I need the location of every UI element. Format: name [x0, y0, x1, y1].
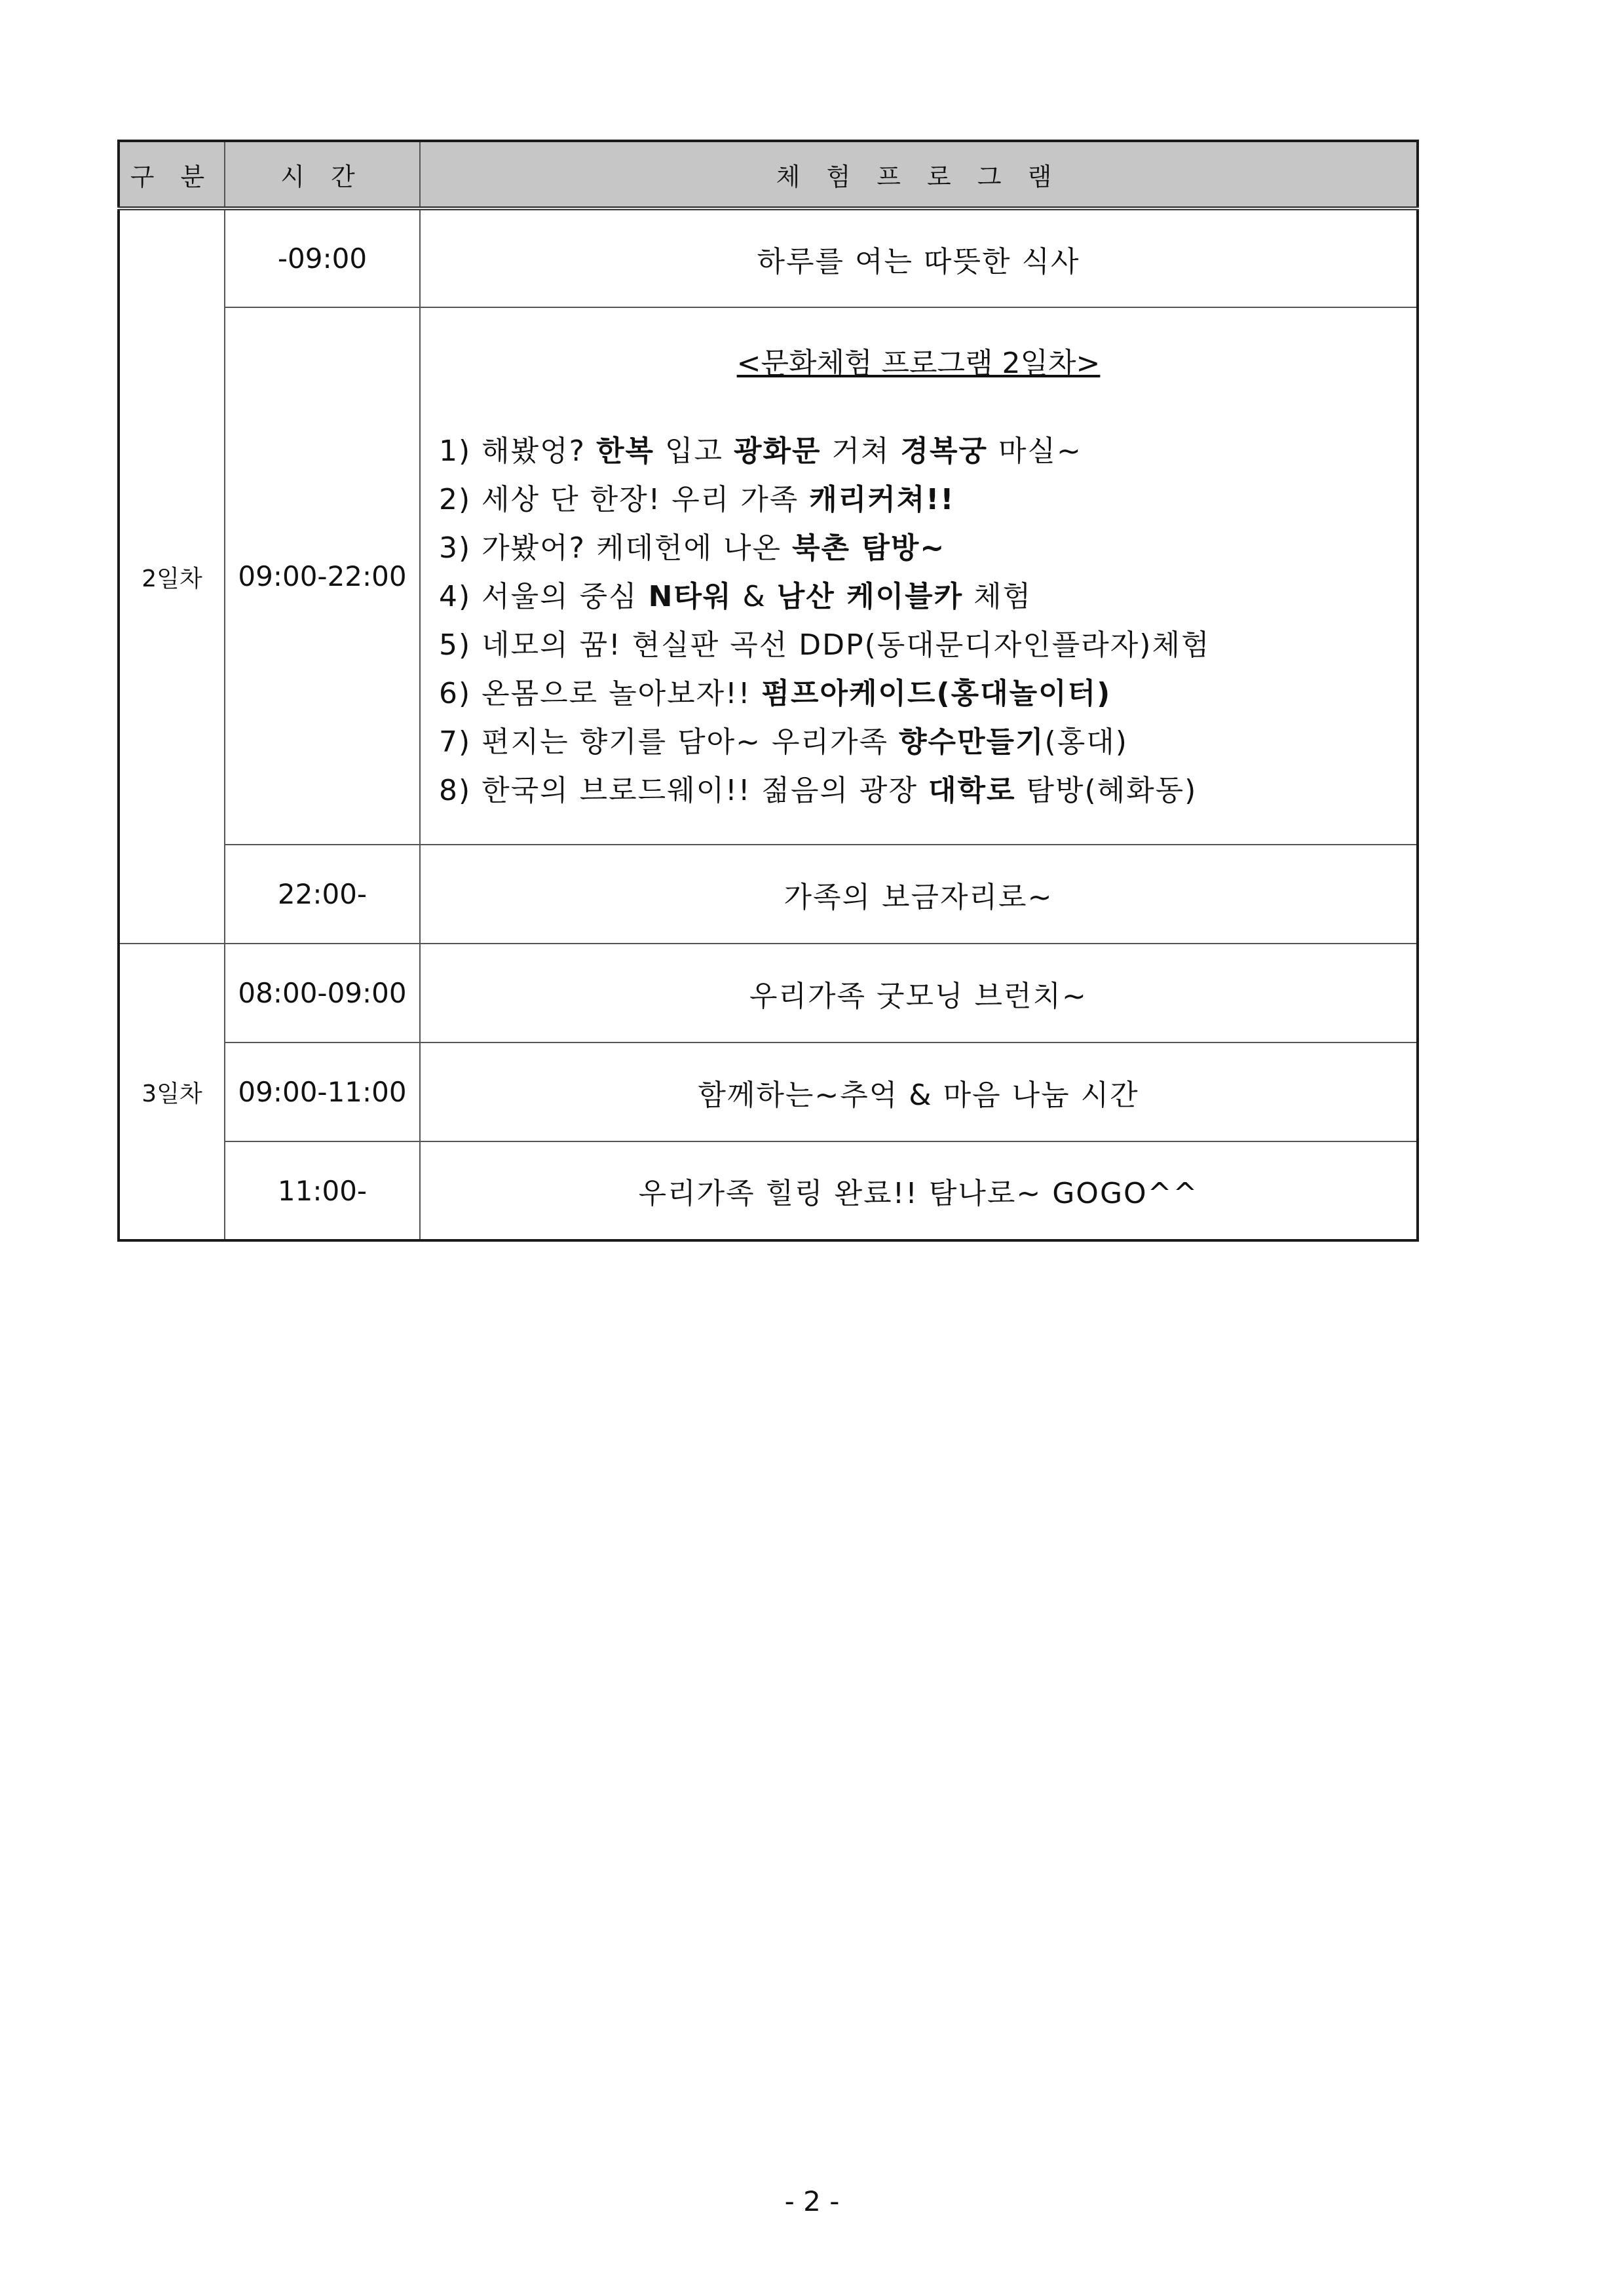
- header-time: 시 간: [225, 141, 420, 208]
- program-item-highlight: 경복궁: [900, 434, 989, 468]
- table-row: [119, 845, 1418, 944]
- program-item: [439, 573, 1416, 621]
- program-item: [439, 476, 1416, 524]
- program-item: [439, 524, 1416, 573]
- program-item-number: 2): [439, 483, 482, 516]
- table-row: [119, 208, 1418, 307]
- program-item: [439, 427, 1416, 476]
- table-row: [119, 944, 1418, 1043]
- time-cell: 09:00-22:00: [225, 307, 420, 845]
- table-row: [119, 1141, 1418, 1240]
- header-row: [119, 141, 1418, 208]
- program-item-highlight: 펌프아케이드(홍대놀이터): [761, 677, 1112, 710]
- program-title: <문화체험 프로그램 2일차>: [736, 347, 1101, 380]
- program-cell: 우리가족 힐링 완료!! 탐나로~ GOGO^^: [420, 1141, 1418, 1240]
- time-cell: 08:00-09:00: [225, 944, 420, 1043]
- program-list: [421, 427, 1416, 815]
- program-item: [439, 670, 1416, 718]
- program-item-number: 7): [439, 725, 482, 759]
- program-item-highlight: 북촌 탐방~: [792, 531, 946, 565]
- program-item-highlight: 남산 케이블카: [776, 580, 964, 613]
- page-number: - 2 -: [784, 2185, 840, 2217]
- time-cell: 09:00-11:00: [225, 1043, 420, 1141]
- program-item: [439, 718, 1416, 767]
- schedule-table: [117, 140, 1419, 1242]
- program-item-text: 온몸으로 놀아보자!!: [482, 677, 762, 710]
- program-item-text: 세상 단 한장! 우리 가족: [482, 483, 810, 516]
- program-item-text: 체험: [963, 580, 1032, 613]
- time-cell: -09:00: [225, 208, 420, 307]
- program-item-number: 3): [439, 531, 482, 565]
- program-item-highlight: 캐리커쳐!!: [809, 483, 955, 516]
- header-gubun: 구 분: [119, 141, 225, 208]
- time-cell: 11:00-: [225, 1141, 420, 1240]
- program-item-text: 한국의 브로드웨이!! 젊음의 광장: [482, 774, 928, 807]
- program-item-number: 4): [439, 580, 482, 613]
- day-label: 2일차: [119, 208, 225, 944]
- program-item-highlight: 대학로: [928, 774, 1016, 807]
- program-item-highlight: 광화문: [734, 434, 821, 468]
- program-item-text: 서울의 중심: [482, 580, 649, 613]
- header-program: 체 험 프 로 그 램: [420, 141, 1418, 208]
- program-cell: 우리가족 굿모닝 브런치~: [420, 944, 1418, 1043]
- program-cell: 하루를 여는 따뜻한 식사: [420, 208, 1418, 307]
- program-item-text: 거쳐: [821, 434, 901, 468]
- program-item-text: 탐방(혜화동): [1015, 774, 1198, 807]
- program-item-number: 8): [439, 774, 482, 807]
- program-item-text: 편지는 향기를 담아~ 우리가족: [482, 725, 899, 759]
- time-cell: 22:00-: [225, 845, 420, 944]
- program-cell: 함께하는~추억 & 마음 나눔 시간: [420, 1043, 1418, 1141]
- program-item-highlight: 향수만들기: [899, 725, 1045, 759]
- program-item: [439, 621, 1416, 670]
- program-item-text: 가봤어? 케데헌에 나온: [482, 531, 793, 565]
- program-item-text: 해봤엉?: [482, 434, 597, 468]
- program-cell: [420, 307, 1418, 845]
- program-item-number: 1): [439, 434, 482, 468]
- day-label: 3일차: [119, 944, 225, 1240]
- table-row: [119, 307, 1418, 845]
- program-item-highlight: N타워: [648, 580, 732, 613]
- program-item-number: 5): [439, 628, 482, 662]
- program-item-highlight: 한복: [596, 434, 655, 468]
- program-item-text: 네모의 꿈! 현실판 곡선 DDP(동대문디자인플라자)체험: [482, 628, 1211, 662]
- program-cell: 가족의 보금자리로~: [420, 845, 1418, 944]
- program-item-number: 6): [439, 677, 482, 710]
- program-item-text: (홍대): [1044, 725, 1128, 759]
- program-item-text: &: [732, 580, 777, 613]
- table-row: [119, 1043, 1418, 1141]
- program-item: [439, 767, 1416, 815]
- program-item-text: 입고: [654, 434, 734, 468]
- program-item-text: 마실~: [988, 434, 1082, 468]
